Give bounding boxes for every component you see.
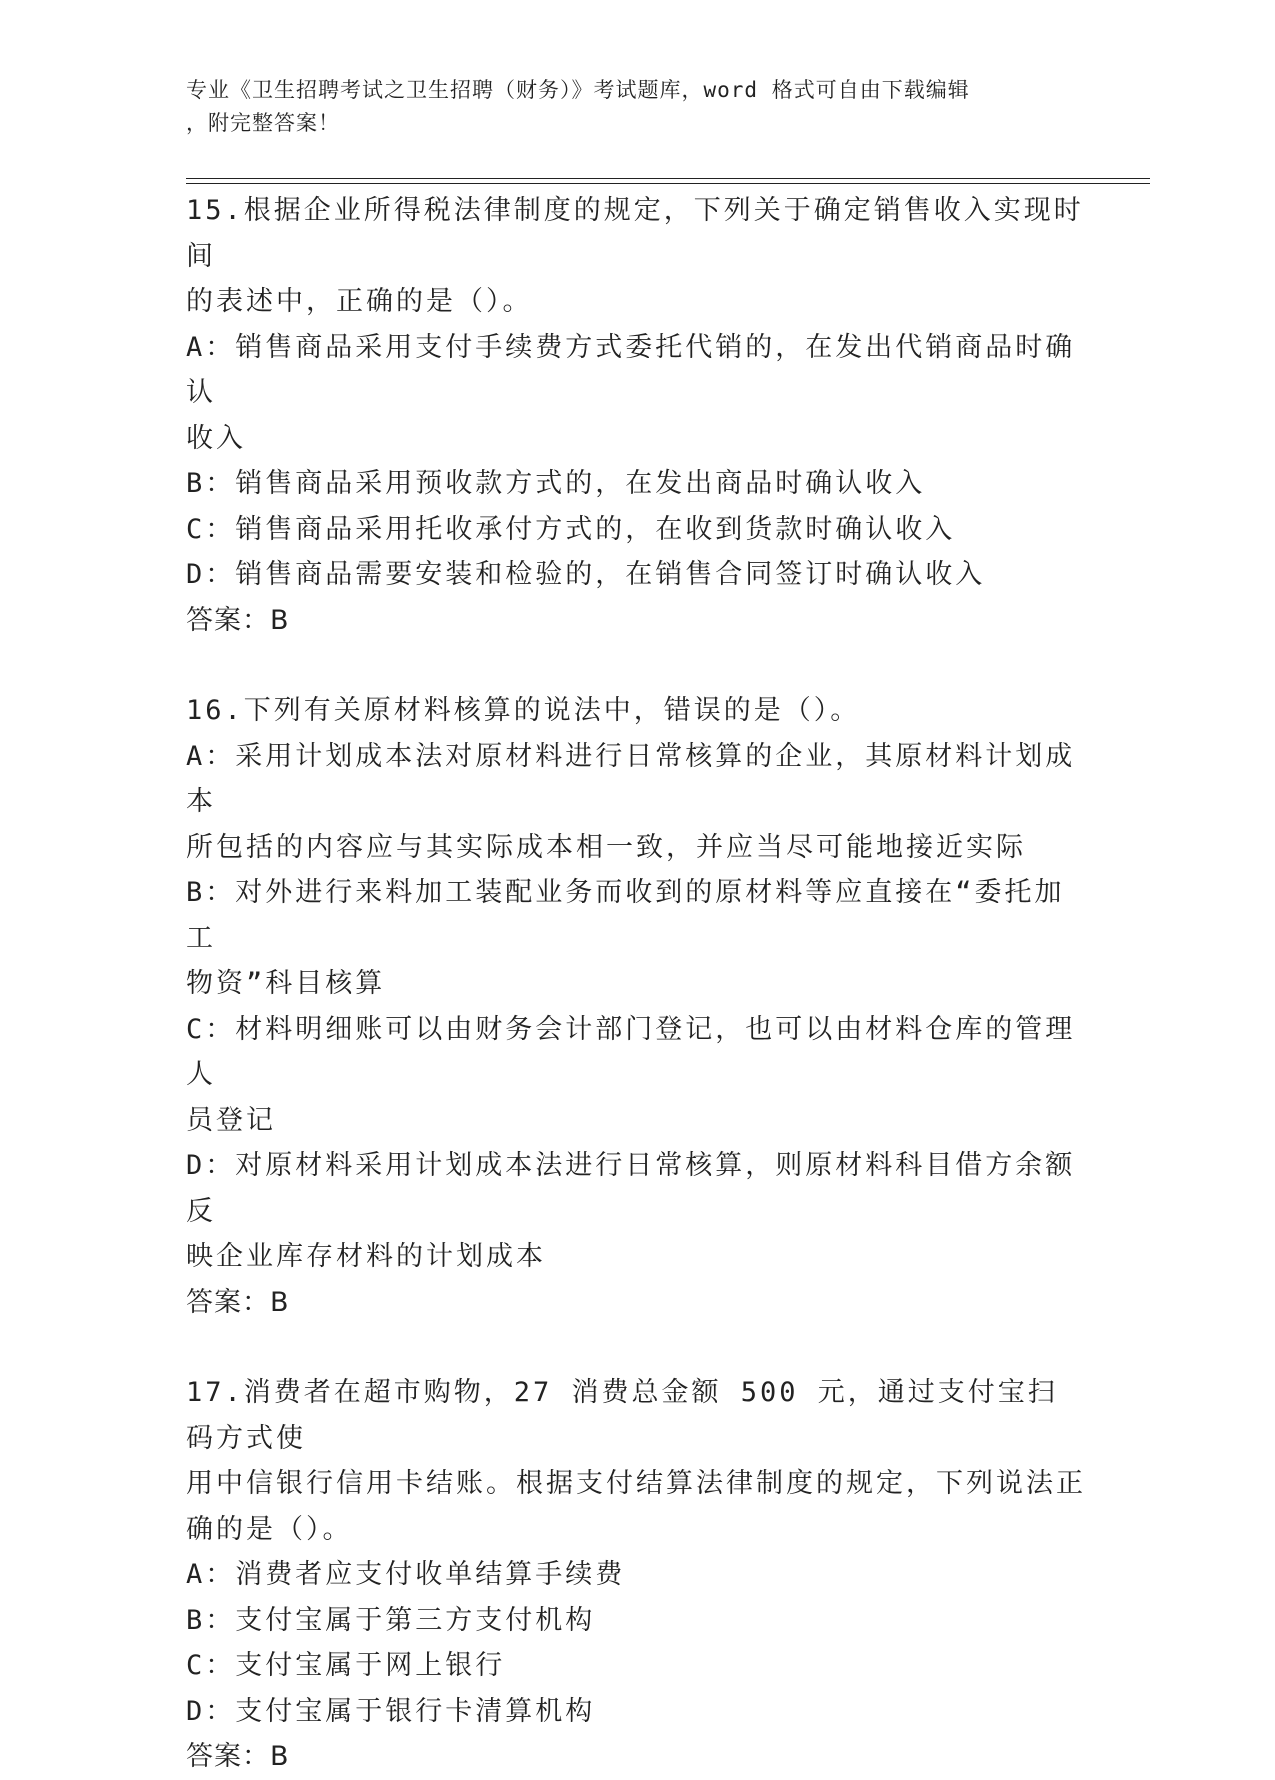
question-17-option-c: C：支付宝属于网上银行	[186, 1650, 506, 1681]
header-rule-top	[186, 178, 1150, 179]
question-16-option-a-line-1: A：采用计划成本法对原材料进行日常核算的企业，其原材料计划成本	[186, 740, 1076, 817]
question-gap	[186, 1325, 1086, 1370]
question-17-stem-line-2: 用中信银行信用卡结账。根据支付结算法律制度的规定，下列说法正	[186, 1468, 1086, 1499]
question-15-stem-line-2: 的表述中，正确的是（）。	[186, 286, 533, 317]
question-16-option-b-line-1: B：对外进行来料加工装配业务而收到的原材料等应直接在“委托加工	[186, 877, 1065, 954]
question-list	[186, 188, 1086, 1780]
document-header	[186, 74, 1086, 140]
header-line-2: ，附完整答案！	[186, 111, 340, 135]
question-16-stem: 16.下列有关原材料核算的说法中，错误的是（）。	[186, 695, 861, 726]
question-15-answer: 答案：B	[186, 604, 290, 636]
question-16-option-b-line-2: 物资”科目核算	[186, 968, 386, 999]
question-17	[186, 1370, 1086, 1780]
question-16	[186, 688, 1086, 1325]
question-16-option-c-line-2: 员登记	[186, 1104, 276, 1136]
question-15	[186, 188, 1086, 643]
question-17-stem-line-1: 17.消费者在超市购物，27 消费总金额 500 元，通过支付宝扫码方式使	[186, 1377, 1058, 1454]
header-rule-bottom	[186, 183, 1150, 184]
question-15-stem-line-1: 15.根据企业所得税法律制度的规定，下列关于确定销售收入实现时间	[186, 195, 1084, 272]
question-15-option-b: B：销售商品采用预收款方式的，在发出商品时确认收入	[186, 468, 926, 499]
question-16-option-c-line-1: C：材料明细账可以由财务会计部门登记，也可以由材料仓库的管理人	[186, 1013, 1076, 1090]
question-16-option-d-line-1: D：对原材料采用计划成本法进行日常核算，则原材料科目借方余额反	[186, 1150, 1076, 1227]
question-15-option-a-line-2: 收入	[186, 422, 246, 454]
question-17-option-a: A：消费者应支付收单结算手续费	[186, 1559, 626, 1590]
question-16-option-d-line-2: 映企业库存材料的计划成本	[186, 1241, 546, 1272]
header-line-1: 专业《卫生招聘考试之卫生招聘（财务）》考试题库，word 格式可自由下载编辑	[186, 78, 970, 102]
question-17-answer: 答案：B	[186, 1741, 290, 1772]
question-gap	[186, 643, 1086, 688]
question-17-option-d: D：支付宝属于银行卡清算机构	[186, 1695, 596, 1727]
question-17-stem-line-3: 确的是（）。	[186, 1513, 353, 1545]
question-15-option-c: C：销售商品采用托收承付方式的，在收到货款时确认收入	[186, 513, 956, 545]
question-17-option-b: B：支付宝属于第三方支付机构	[186, 1604, 596, 1636]
question-16-answer: 答案：B	[186, 1286, 290, 1318]
question-15-option-a-line-1: A：销售商品采用支付手续费方式委托代销的，在发出代销商品时确认	[186, 331, 1076, 408]
question-15-option-d: D：销售商品需要安装和检验的，在销售合同签订时确认收入	[186, 559, 986, 590]
question-16-option-a-line-2: 所包括的内容应与其实际成本相一致，并应当尽可能地接近实际	[186, 831, 1026, 863]
